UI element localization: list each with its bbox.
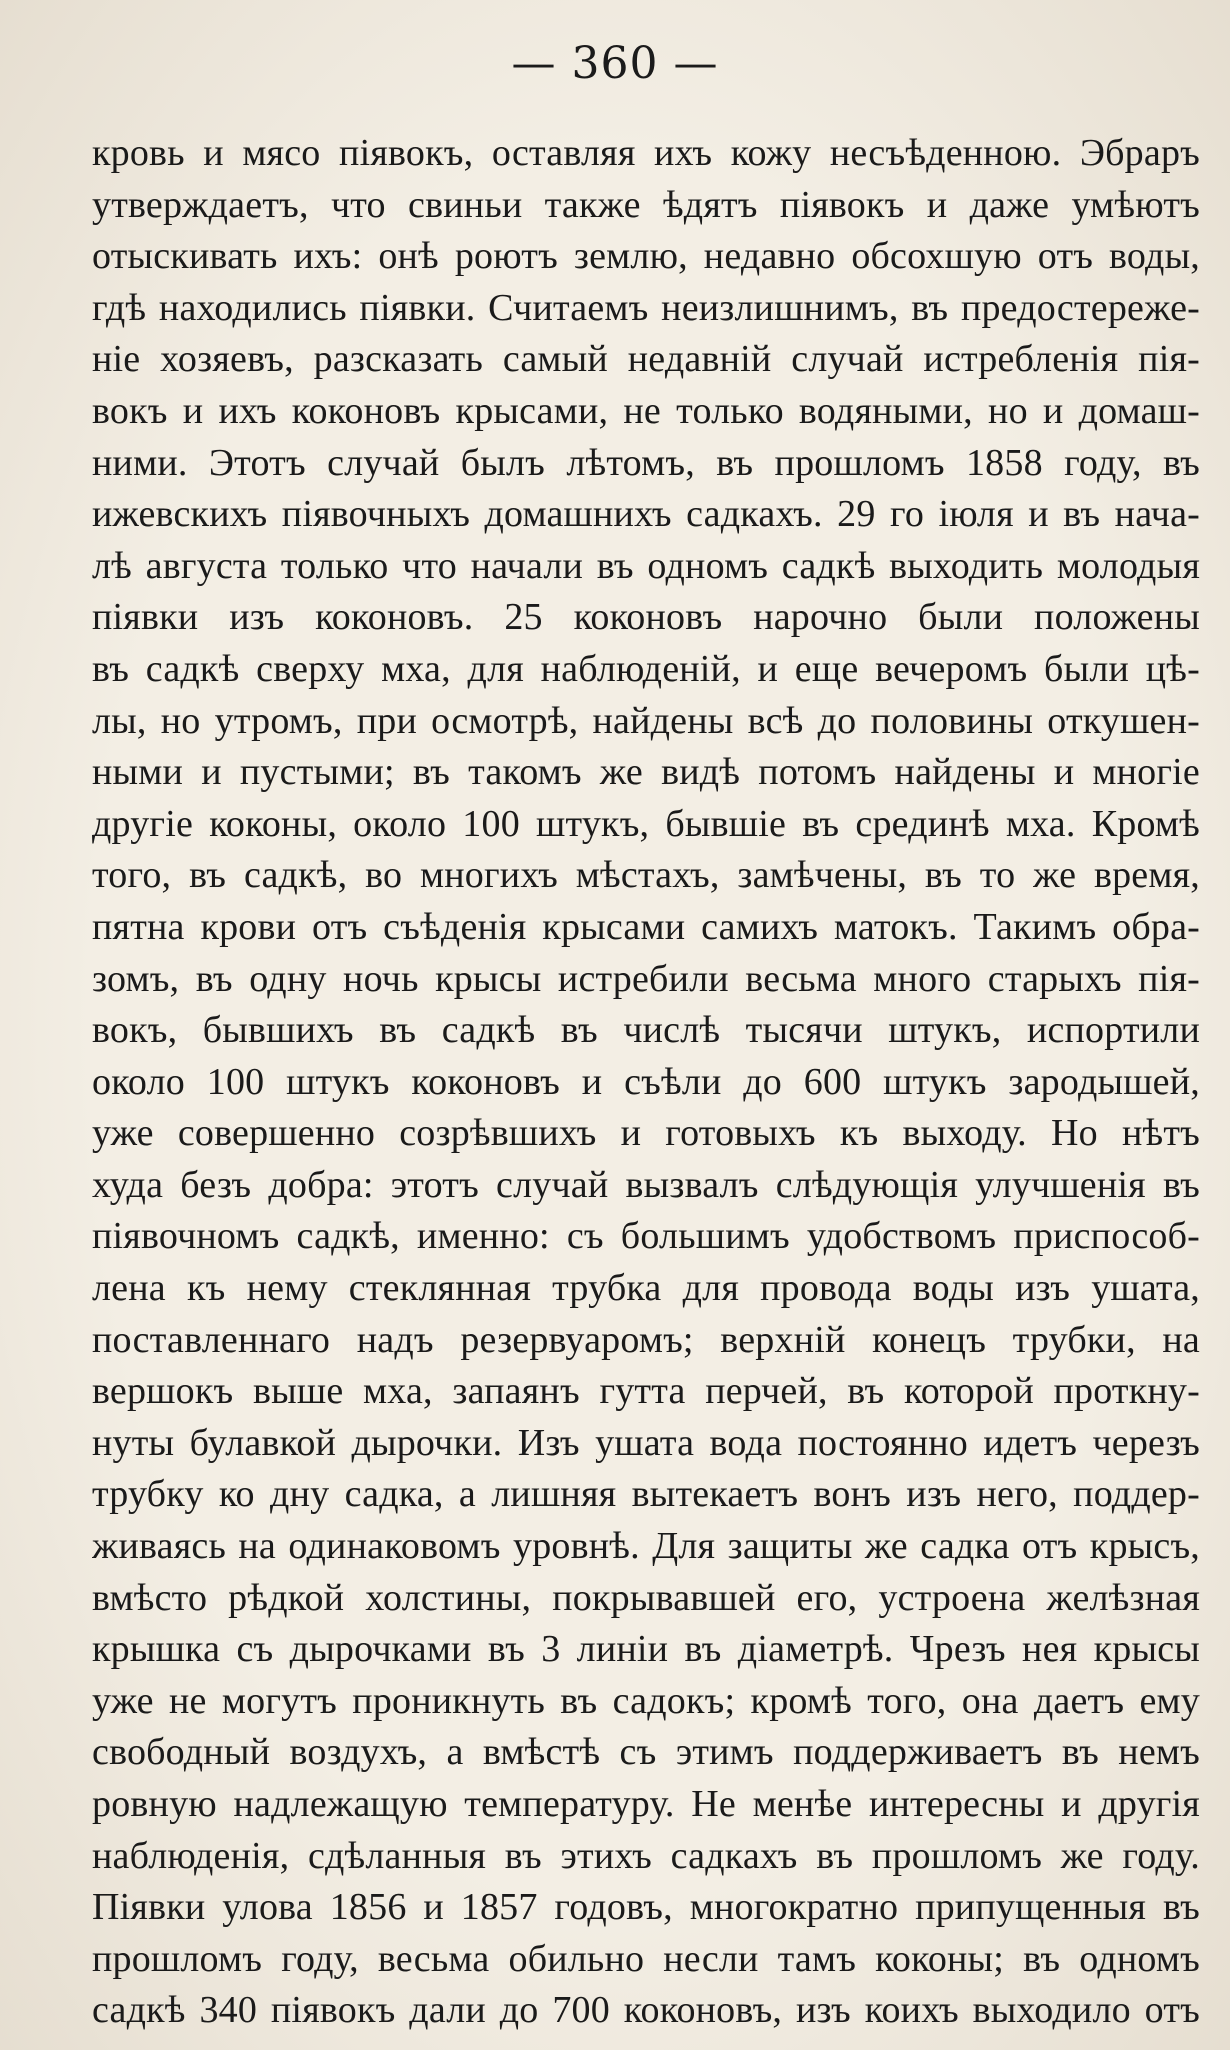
text-line: другіе коконы, около 100 штукъ, бывшіе въ срединѣ мха. Кромѣ (92, 802, 1200, 845)
text-line: садкѣ 340 піявокъ дали до 700 коконовъ, изъ коихъ выходило отъ (92, 1989, 1200, 2032)
text-line: трубку ко дну садка, а лишняя вытекаетъ вонъ изъ него, поддер- (92, 1473, 1200, 1516)
text-line: Піявки улова 1856 и 1857 годовъ, многократно припущенныя въ (92, 1886, 1200, 1929)
text-line: вмѣсто рѣдкой холстины, покрывавшей его, устроена желѣзная (92, 1576, 1200, 1619)
text-line: вокъ, бывшихъ въ садкѣ въ числѣ тысячи штукъ, испортили (92, 1009, 1200, 1052)
text-line: ніе хозяевъ, разсказать самый недавній случай истребленія пія- (92, 338, 1200, 381)
text-line: ижевскихъ піявочныхъ домашнихъ садкахъ. 29 го іюля и въ нача- (92, 493, 1200, 536)
text-line: того, въ садкѣ, во многихъ мѣстахъ, замѣчены, въ то же время, (92, 854, 1200, 897)
text-line: свободный воздухъ, а вмѣстѣ съ этимъ поддерживаетъ въ немъ (92, 1731, 1200, 1774)
text-line: гдѣ находились піявки. Считаемъ неизлишнимъ, въ предостереже- (92, 286, 1200, 329)
text-line: піявки изъ коконовъ. 25 коконовъ нарочно были положены (92, 596, 1200, 639)
text-line: лы, но утромъ, при осмотрѣ, найдены всѣ до половины откушен- (92, 699, 1200, 742)
text-line: крышка съ дырочками въ 3 линіи въ діаметрѣ. Чрезъ нея крысы (92, 1628, 1200, 1671)
body-text (92, 128, 1200, 2037)
text-line: около 100 штукъ коконовъ и съѣли до 600 штукъ зародышей, (92, 1060, 1200, 1103)
text-line: зомъ, въ одну ночь крысы истребили весьма много старыхъ пія- (92, 957, 1200, 1000)
text-line: отыскивать ихъ: онѣ роютъ землю, недавно обсохшую отъ воды, (92, 235, 1200, 278)
text-line: ними. Этотъ случай былъ лѣтомъ, въ прошломъ 1858 году, въ (92, 441, 1200, 484)
text-line: уже совершенно созрѣвшихъ и готовыхъ къ выходу. Но нѣтъ (92, 1112, 1200, 1155)
page-number: — 360 — (511, 38, 719, 89)
text-line: піявочномъ садкѣ, именно: съ большимъ удобствомъ приспособ- (92, 1215, 1200, 1258)
text-line: вершокъ выше мха, запаянъ гутта перчей, въ которой проткну- (92, 1370, 1200, 1413)
text-line: уже не могутъ проникнуть въ садокъ; кромѣ того, она даетъ ему (92, 1679, 1200, 1722)
text-line: поставленнаго надъ резервуаромъ; верхній конецъ трубки, на (92, 1318, 1200, 1361)
text-line: въ садкѣ сверху мха, для наблюденій, и еще вечеромъ были цѣ- (92, 647, 1200, 690)
text-line: вокъ и ихъ коконовъ крысами, не только водяными, но и домаш- (92, 389, 1200, 432)
text-line: наблюденія, сдѣланныя въ этихъ садкахъ въ прошломъ же году. (92, 1834, 1200, 1877)
text-line: нуты булавкой дырочки. Изъ ушата вода постоянно идетъ черезъ (92, 1421, 1200, 1464)
text-line: лѣ августа только что начали въ одномъ садкѣ выходить молодыя (92, 544, 1200, 587)
text-line: лена къ нему стеклянная трубка для провода воды изъ ушата, (92, 1267, 1200, 1310)
text-line: ными и пустыми; въ такомъ же видѣ потомъ найдены и многіе (92, 751, 1200, 794)
text-line: утверждаетъ, что свиньи также ѣдятъ піявокъ и даже умѣютъ (92, 183, 1200, 226)
text-line: кровь и мясо піявокъ, оставляя ихъ кожу несъѣденною. Эбраръ (92, 132, 1200, 174)
text-line: прошломъ году, весьма обильно несли тамъ коконы; въ одномъ (92, 1937, 1200, 1980)
text-line: пятна крови отъ съѣденія крысами самихъ матокъ. Такимъ обра- (92, 905, 1200, 948)
text-line: худа безъ добра: этотъ случай вызвалъ слѣдующія улучшенія въ (92, 1163, 1200, 1206)
text-line: живаясь на одинаковомъ уровнѣ. Для защиты же садка отъ крысъ, (92, 1525, 1200, 1568)
text-line: ровную надлежащую температуру. Не менѣе интересны и другія (92, 1783, 1200, 1825)
